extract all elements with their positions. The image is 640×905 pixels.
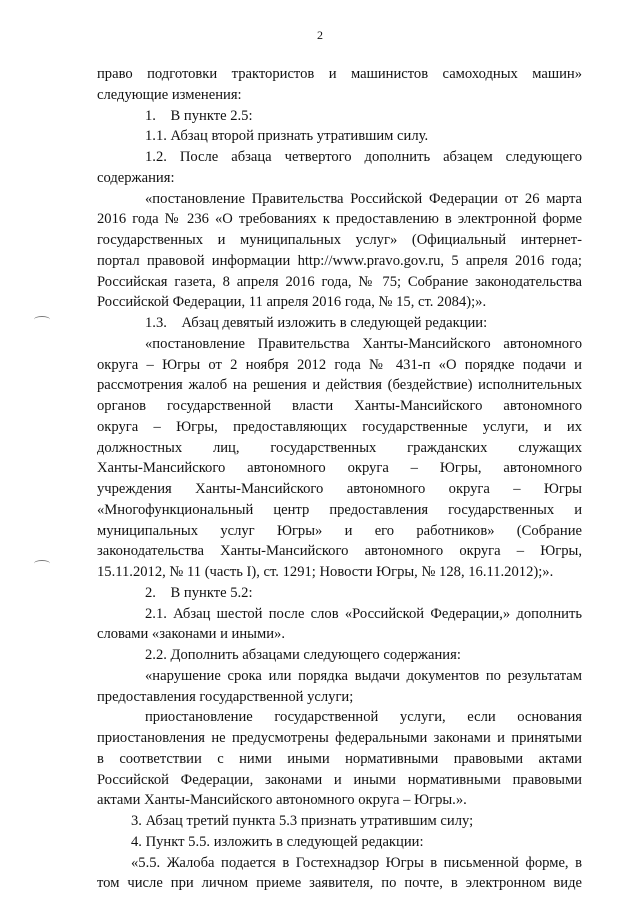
- text-line: следующие изменения:: [97, 86, 242, 103]
- text-line: 3. Абзац третий пункта 5.3 признать утратившим силу;: [131, 813, 474, 829]
- text-line: должностных лиц, государственных гражданских служащих: [97, 439, 582, 456]
- text-line: право подготовки трактористов и машинистов самоходных машин»: [97, 66, 582, 82]
- paragraph: [97, 126, 582, 147]
- text-line: 4. Пункт 5.5. изложить в следующей редакции:: [131, 833, 424, 850]
- text-line: Российской Федерации, 11 апреля 2016 года, № 15, ст. 2084);».: [97, 294, 487, 311]
- paragraph: [97, 583, 582, 604]
- paragraph: [97, 106, 582, 127]
- paragraph: [97, 832, 582, 853]
- text-line: 2016 года № 236 «О требованиях к предоставлению в электронной форме: [97, 211, 582, 228]
- text-line: словами «законами и иными».: [97, 626, 285, 643]
- text-line: учреждения Ханты-Мансийского автономного округа – Югры: [97, 481, 582, 497]
- paragraph: [97, 853, 582, 895]
- text-line: 1.2. После абзаца четвертого дополнить абзацем следующего: [145, 149, 582, 165]
- text-line: органов государственной власти Ханты-Мансийского автономного: [97, 398, 582, 414]
- paragraph: [97, 666, 582, 708]
- text-line: рассмотрения жалоб на решения и действия (бездействие) исполнительных: [97, 377, 582, 394]
- text-line: Российская газета, 8 апреля 2016 года, № 75; Собрание законодательства: [97, 273, 582, 290]
- text-line: том числе при личном приеме заявителя, по почте, в электронном виде: [97, 875, 582, 892]
- text-line: портал правовой информации http://www.pravo.gov.ru, 5 апреля 2016 года;: [97, 252, 582, 269]
- text-line: округа – Югры, предоставляющих государственные услуги, и их: [97, 418, 582, 435]
- paragraph: [97, 189, 582, 314]
- text-line: «постановление Правительства Российской Федерации от 26 марта: [145, 190, 582, 207]
- paragraph: [97, 707, 582, 811]
- text-line: в соответствии с ними иными нормативными правовыми актами: [97, 750, 582, 767]
- text-line: «постановление Правительства Ханты-Мансийского автономного: [145, 335, 582, 352]
- text-line: 2.2. Дополнить абзацами следующего содержания:: [145, 647, 461, 663]
- text-line: округа – Югры от 2 ноября 2012 года № 431-п «О порядке подачи и: [97, 356, 582, 373]
- text-line: Ханты-Мансийского автономного округа – Югры, автономного: [97, 460, 582, 477]
- paragraph: [97, 604, 582, 646]
- text-line: 1.1. Абзац второй признать утратившим силу.: [145, 128, 429, 145]
- paragraph: [97, 811, 582, 832]
- page-number: 2: [317, 28, 323, 42]
- text-line: законодательства Ханты-Мансийского автономного округа – Югры,: [97, 543, 582, 560]
- text-line: 1. В пункте 2.5:: [145, 107, 253, 124]
- text-line: Российской Федерации, законами и иными нормативными правовыми: [97, 771, 582, 788]
- text-line: содержания:: [97, 169, 175, 186]
- text-line: приостановление государственной услуги, если основания: [145, 709, 582, 726]
- text-line: 1.3. Абзац девятый изложить в следующей редакции:: [145, 315, 488, 331]
- paragraph: [97, 645, 582, 666]
- text-line: 2.1. Абзац шестой после слов «Российской Федерации,» дополнить: [145, 605, 582, 622]
- text-line: предоставления государственной услуги;: [97, 688, 354, 705]
- scan-artifact-mark: [34, 316, 50, 323]
- text-line: приостановления не предусмотрены федеральными законами и принятыми: [97, 730, 582, 746]
- paragraph: [97, 334, 582, 583]
- text-line: 2. В пункте 5.2:: [145, 584, 253, 601]
- scan-artifact-mark: [34, 560, 50, 567]
- paragraph: [97, 147, 582, 189]
- text-line: муниципальных услуг Югры» и его работников» (Собрание: [97, 522, 582, 539]
- paragraph: [97, 313, 582, 334]
- text-line: «нарушение срока или порядка выдачи документов по результатам: [145, 667, 582, 684]
- document-body: [97, 64, 582, 894]
- text-line: «5.5. Жалоба подается в Гостехнадзор Югры в письменной форме, в: [131, 854, 582, 871]
- text-line: «Многофункциональный центр предоставления государственных и: [97, 501, 582, 518]
- text-line: государственных и муниципальных услуг» (Официальный интернет-: [97, 232, 582, 248]
- text-line: 15.11.2012, № 11 (часть I), ст. 1291; Новости Югры, № 128, 16.11.2012);».: [97, 564, 554, 580]
- paragraph: [97, 64, 582, 106]
- text-line: актами Ханты-Мансийского автономного округа – Югры.».: [97, 792, 467, 809]
